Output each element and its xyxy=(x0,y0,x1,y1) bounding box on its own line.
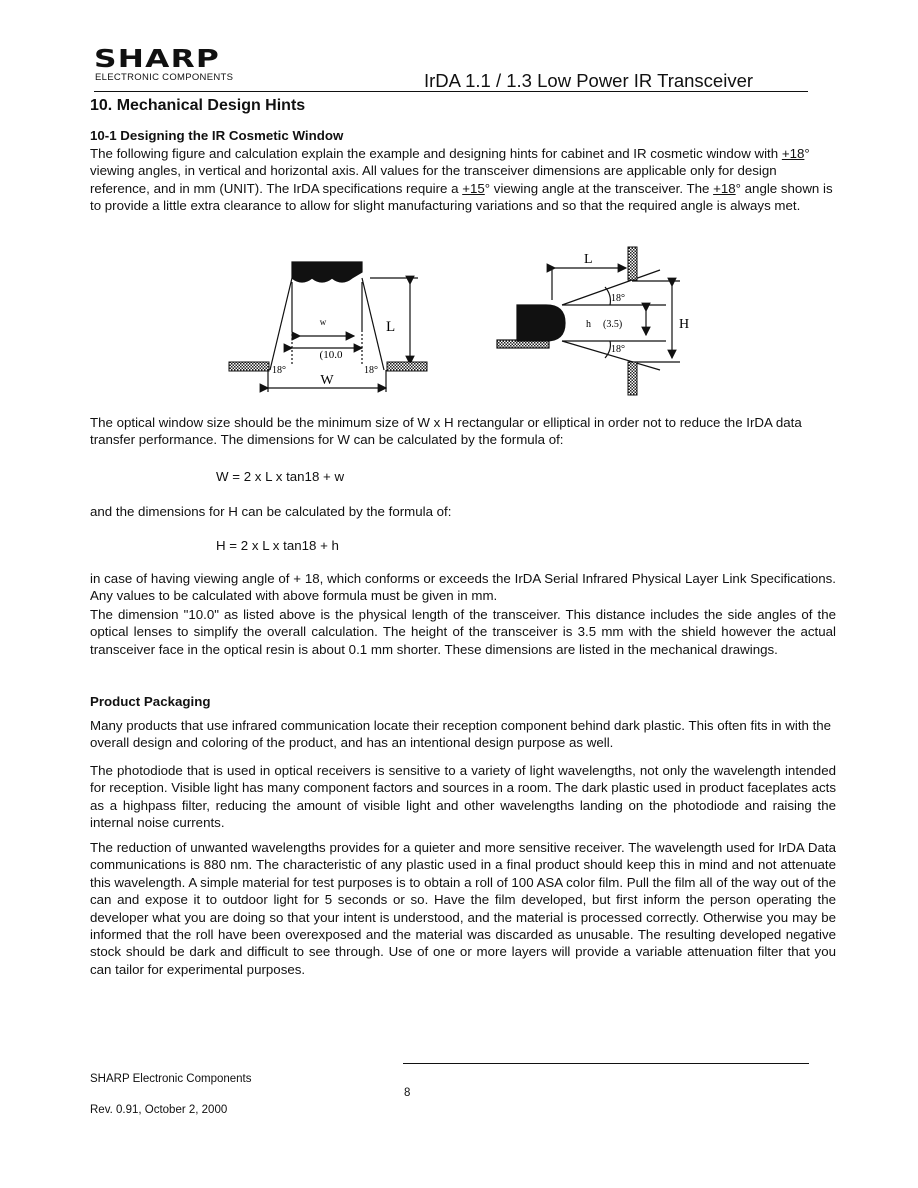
label-W: W xyxy=(320,373,334,388)
formula-w: W = 2 x L x tan18 + w xyxy=(216,469,345,484)
left-bezel xyxy=(229,362,269,371)
side-bezel-top xyxy=(628,247,637,280)
side-angle-top: 18° xyxy=(611,293,625,304)
page-number: 8 xyxy=(404,1087,411,1099)
section-title: 10. Mechanical Design Hints xyxy=(90,97,306,114)
angle-label-left: 18° xyxy=(272,365,286,376)
side-label-H: H xyxy=(679,317,690,332)
side-angle-bottom: 18° xyxy=(611,344,625,355)
right-bezel xyxy=(387,362,427,371)
side-label-h: h xyxy=(586,319,591,330)
packaging-paragraph-1: Many products that use infrared communication locate their reception component behind dark plastic. This often fits in with the overall design and coloring of the product, and has an intentional design purpose as well. xyxy=(90,718,832,751)
top-view-diagram xyxy=(268,262,418,392)
subsection-title: 10-1 Designing the IR Cosmetic Window xyxy=(90,128,344,143)
left-cone-line xyxy=(270,278,292,370)
viewing-angle-paragraph: in case of having viewing angle of + 18, which conforms or exceeds the IrDA Serial Infrared Physical Layer Link Specifications. Any values to be calculated with above formula must be given in mm. xyxy=(90,571,836,604)
side-label-L: L xyxy=(584,252,593,267)
packaging-paragraph-2: The photodiode that is used in optical receivers is sensitive to a variety of light wavelengths, not only the wavelength intended for reception. Visible light has many component factors and sources in a room. The dark plastic used in product faceplates acts as a highpass filter, reducing the amount of visible light and other wavelengths landing on the photodiode and raising the internal noise currents. xyxy=(90,763,837,831)
formula-h: H = 2 x L x tan18 + h xyxy=(216,538,339,553)
document-title: IrDA 1.1 / 1.3 Low Power IR Transceiver xyxy=(424,70,754,91)
sharp-logo: SHARP xyxy=(94,44,221,73)
right-cone-line xyxy=(362,278,384,370)
packaging-title: Product Packaging xyxy=(90,694,211,709)
side-bezel-bottom xyxy=(628,362,637,395)
plus-minus-18: +18 xyxy=(781,146,805,161)
transceiver-body xyxy=(292,262,362,282)
footer-company: SHARP Electronic Components xyxy=(90,1073,252,1085)
label-L: L xyxy=(386,319,396,335)
side-transceiver xyxy=(517,305,565,341)
footer-rule xyxy=(403,1063,809,1064)
logo-subtitle: ELECTRONIC COMPONENTS xyxy=(95,72,234,83)
angle-label-right: 18° xyxy=(364,365,378,376)
dimension-note-paragraph: The dimension "10.0" as listed above is the physical length of the transceiver. This distance includes the side angles of the optical lenses to simplify the overall calculation. The height of the transceiver is 3.5 mm with the shield however the actual transceiver face in the optical resin is about 0.1 mm shorter. These dimensions are listed in the mechanical drawings. xyxy=(90,607,836,657)
optical-window-paragraph: The optical window size should be the minimum size of W x H rectangular or elliptical in order not to reduce the IrDA data transfer performance. The dimensions for W can be calculated by the formula of: xyxy=(90,415,802,448)
side-label-35: (3.5) xyxy=(603,319,623,330)
intro-paragraph: The following figure and calculation explain the example and designing hints for cabinet and IR cosmetic window with +18° viewing angles, in vertical and horizontal axis. All values for the transceiver dimensions are applicable only for design reference, and in mm (UNIT). The IrDA specifications require a +15° viewing angle at the transceiver. The +18° angle shown is to provide a little extra clearance to allow for slight manufacturing variations and so that the required angle is always met. xyxy=(90,146,833,214)
plus-minus-15: +15 xyxy=(462,180,485,196)
plus-minus-18: +18 xyxy=(713,180,736,196)
formula-h-intro: and the dimensions for H can be calculated by the formula of: xyxy=(90,504,452,519)
label-10: (10.0 xyxy=(319,349,343,361)
footer-revision: Rev. 0.91, October 2, 2000 xyxy=(90,1104,228,1116)
label-w-small: w xyxy=(319,317,327,327)
packaging-paragraph-3: The reduction of unwanted wavelengths provides for a quieter and more sensitive receiver. The wavelength used for IrDA Data communications is 880 nm. The characteristic of any plastic used in a final product should keep this in mind and not attenuate this wavelength. A simple material for test purposes is to obtain a roll of 100 ASA color film. Pull the film all of the way out of the can and expose it to outdoor light for 5 seconds or so. Have the film developed, but first inform the person operating the developer what you are doing so that your intent is understood, and the material is processed correctly. Otherwise you may be informed that the roll have been overexposed and the material was discarded as unusable. The resulting developed negative stock should be dark and difficult to see through. Use of one or more layers will provide a variable attenuation filter that you can tailor for experimental purposes. xyxy=(90,840,836,977)
